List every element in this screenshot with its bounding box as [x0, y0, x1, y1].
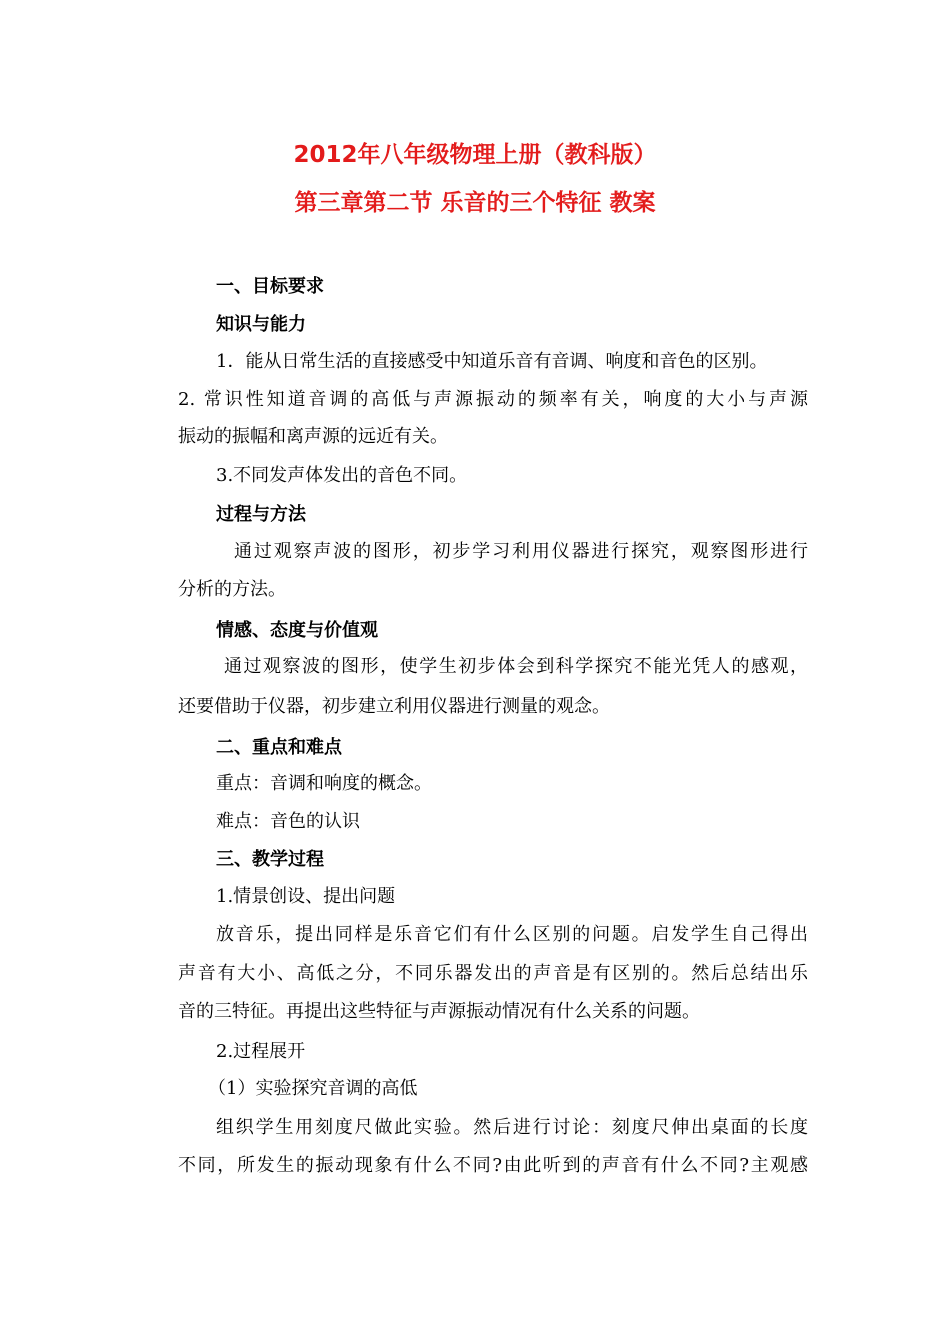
- paragraph-line: 通过观察声波的图形，初步学习利用仪器进行探究，观察图形进行: [234, 541, 808, 562]
- section-heading-teaching: 三、教学过程: [216, 849, 324, 870]
- subheading-emotion: 情感、态度与价值观: [216, 620, 378, 641]
- paragraph-line: （1）实验探究音调的高低: [208, 1078, 418, 1099]
- paragraph-line: 1．能从日常生活的直接感受中知道乐音有音调、响度和音色的区别。: [216, 351, 768, 372]
- paragraph-line: 还要借助于仪器，初步建立利用仪器进行测量的观念。: [178, 696, 610, 717]
- paragraph-line: 2. 常识性知道音调的高低与声源振动的频率有关，响度的大小与声源: [178, 389, 808, 410]
- paragraph-line: 不同，所发生的振动现象有什么不同?由此听到的声音有什么不同?主观感: [178, 1155, 808, 1176]
- document-title: 2012年八年级物理上册（教科版）: [293, 142, 657, 168]
- paragraph-line: 振动的振幅和离声源的远近有关。: [178, 426, 448, 447]
- paragraph-line: 难点：音色的认识: [216, 811, 360, 832]
- paragraph-line: 声音有大小、高低之分，不同乐器发出的声音是有区别的。然后总结出乐: [178, 963, 808, 984]
- subheading-knowledge: 知识与能力: [216, 314, 306, 335]
- paragraph-line: 组织学生用刻度尺做此实验。然后进行讨论：刻度尺伸出桌面的长度: [216, 1117, 808, 1138]
- paragraph-line: 通过观察波的图形，使学生初步体会到科学探究不能光凭人的感观，: [224, 656, 808, 677]
- paragraph-line: 音的三特征。再提出这些特征与声源振动情况有什么关系的问题。: [178, 1001, 700, 1022]
- subheading-process: 过程与方法: [216, 504, 306, 525]
- section-heading-keypoints: 二、重点和难点: [216, 737, 342, 758]
- paragraph-line: 3.不同发声体发出的音色不同。: [216, 465, 468, 486]
- paragraph-line: 重点：音调和响度的概念。: [216, 773, 432, 794]
- paragraph-line: 分析的方法。: [178, 579, 286, 600]
- paragraph-line: 放音乐，提出同样是乐音它们有什么区别的问题。启发学生自己得出: [216, 924, 808, 945]
- section-heading-goals: 一、目标要求: [216, 276, 324, 297]
- paragraph-line: 2.过程展开: [216, 1041, 306, 1062]
- paragraph-line: 1.情景创设、提出问题: [216, 886, 396, 907]
- document-subtitle: 第三章第二节 乐音的三个特征 教案: [294, 190, 656, 216]
